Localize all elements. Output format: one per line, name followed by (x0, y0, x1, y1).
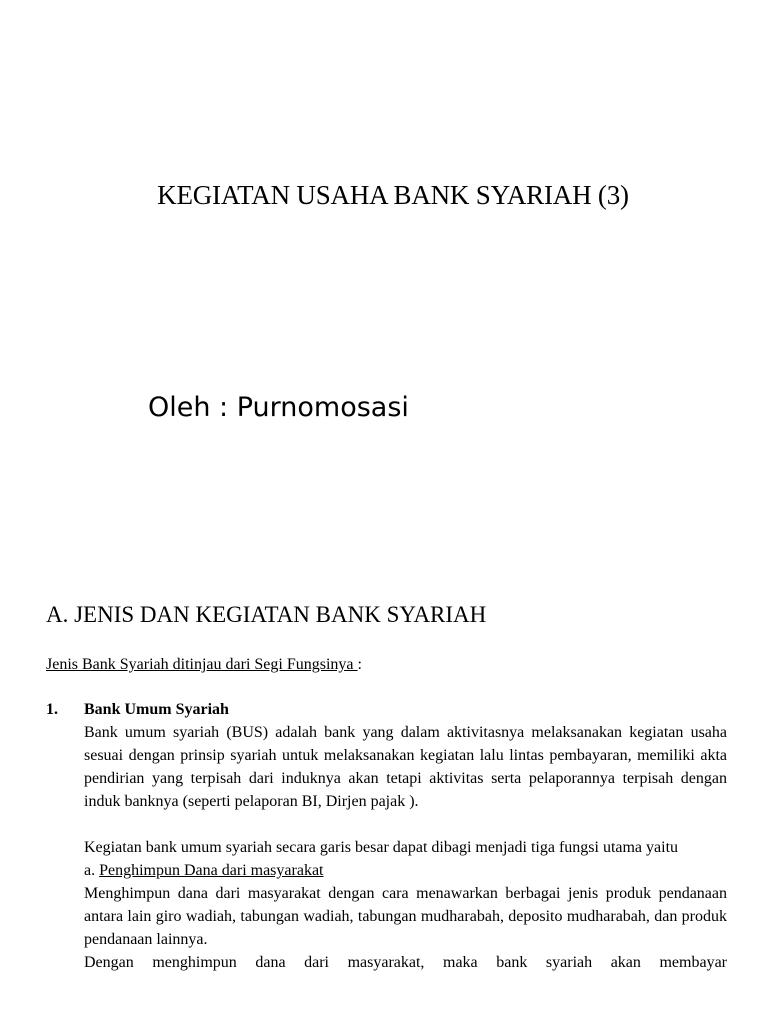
list-item-content (84, 698, 727, 974)
sub-item-a (84, 859, 727, 882)
list-number: 1. (46, 701, 58, 718)
paragraph-definition: Bank umum syariah (BUS) adalah bank yang dalam aktivitasnya melaksanakan kegiatan usaha sesuai dengan prinsip syariah untuk melaksanakan kegiatan lalu lintas pembayaran, memiliki akta pendirian yang terpisah dari induknya akan tetapi aktivitas serta pelaporannya terpisah dengan induk banknya (seperti pelaporan BI, Dirjen pajak ). (84, 724, 727, 810)
document-title: KEGIATAN USAHA BANK SYARIAH (3) (157, 180, 629, 210)
subheading-colon: : (357, 656, 362, 673)
sub-item-marker: a. (84, 862, 96, 879)
paragraph-fund-raising: Menghimpun dana dari masyarakat dengan cara menawarkan berbagai jenis produk pendanaan antara lain giro wadiah, tabungan wadiah, tabungan mudharabah, deposito mudharabah, dan produk pendanaan lainnya. (84, 885, 727, 948)
paragraph-payment: Dengan menghimpun dana dari masyarakat, maka bank syariah akan membayar (84, 954, 727, 971)
subheading (46, 653, 362, 676)
paragraph-functions: Kegiatan bank umum syariah secara garis besar dapat dibagi menjadi tiga fungsi utama yaitu (84, 839, 679, 856)
subheading-text: Jenis Bank Syariah ditinjau dari Segi Fungsinya (46, 656, 358, 673)
author-line: Oleh : Purnomosasi (148, 392, 409, 423)
paragraph-gap (84, 813, 727, 836)
section-heading: A. JENIS DAN KEGIATAN BANK SYARIAH (46, 602, 487, 627)
sub-item-title: Penghimpun Dana dari masyarakat (99, 862, 324, 879)
list-item-title: Bank Umum Syariah (84, 701, 229, 718)
